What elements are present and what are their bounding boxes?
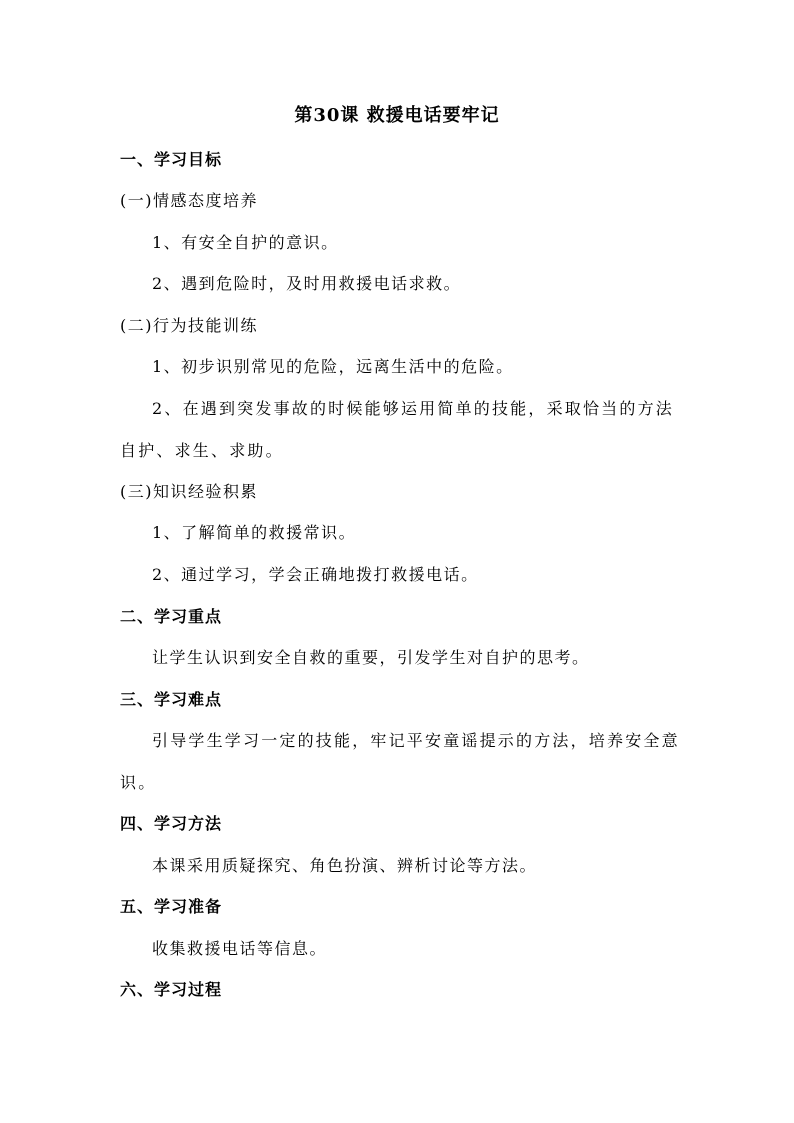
paragraph: 本课采用质疑探究、角色扮演、辨析讨论等方法。 — [152, 856, 538, 875]
section-heading-process: 六、学习过程 — [120, 980, 223, 999]
section-heading-difficulties: 三、学习难点 — [120, 690, 223, 709]
section-heading-objectives: 一、学习目标 — [120, 150, 223, 169]
paragraph: 让学生认识到安全自救的重要，引发学生对自护的思考。 — [152, 648, 590, 667]
paragraph-wrapped: 引导学生学习一定的技能，牢记平安童谣提示的方法，培养安全意识。 — [120, 731, 680, 792]
paragraph: 1、有安全自护的意识。 — [152, 233, 339, 252]
paragraph: 2、通过学习，学会正确地拨打救援电话。 — [152, 565, 479, 584]
subsection-heading-attitude: (一)情感态度培养 — [120, 191, 258, 210]
section-heading-key-points: 二、学习重点 — [120, 607, 223, 626]
section-heading-methods: 四、学习方法 — [120, 814, 223, 833]
paragraph-wrapped: 2、在遇到突发事故的时候能够运用简单的技能，采取恰当的方法自护、求生、求助。 — [120, 399, 674, 460]
subsection-heading-skills: (二)行为技能训练 — [120, 316, 258, 335]
paragraph: 2、遇到危险时，及时用救援电话求救。 — [152, 274, 462, 293]
paragraph: 1、初步识别常见的危险，远离生活中的危险。 — [152, 357, 514, 376]
document-title: 第30课 救援电话要牢记 — [294, 105, 500, 126]
subsection-heading-knowledge: (三)知识经验积累 — [120, 482, 258, 501]
section-heading-preparation: 五、学习准备 — [120, 897, 223, 916]
paragraph: 收集救援电话等信息。 — [152, 939, 328, 958]
paragraph: 1、了解简单的救援常识。 — [152, 523, 357, 542]
